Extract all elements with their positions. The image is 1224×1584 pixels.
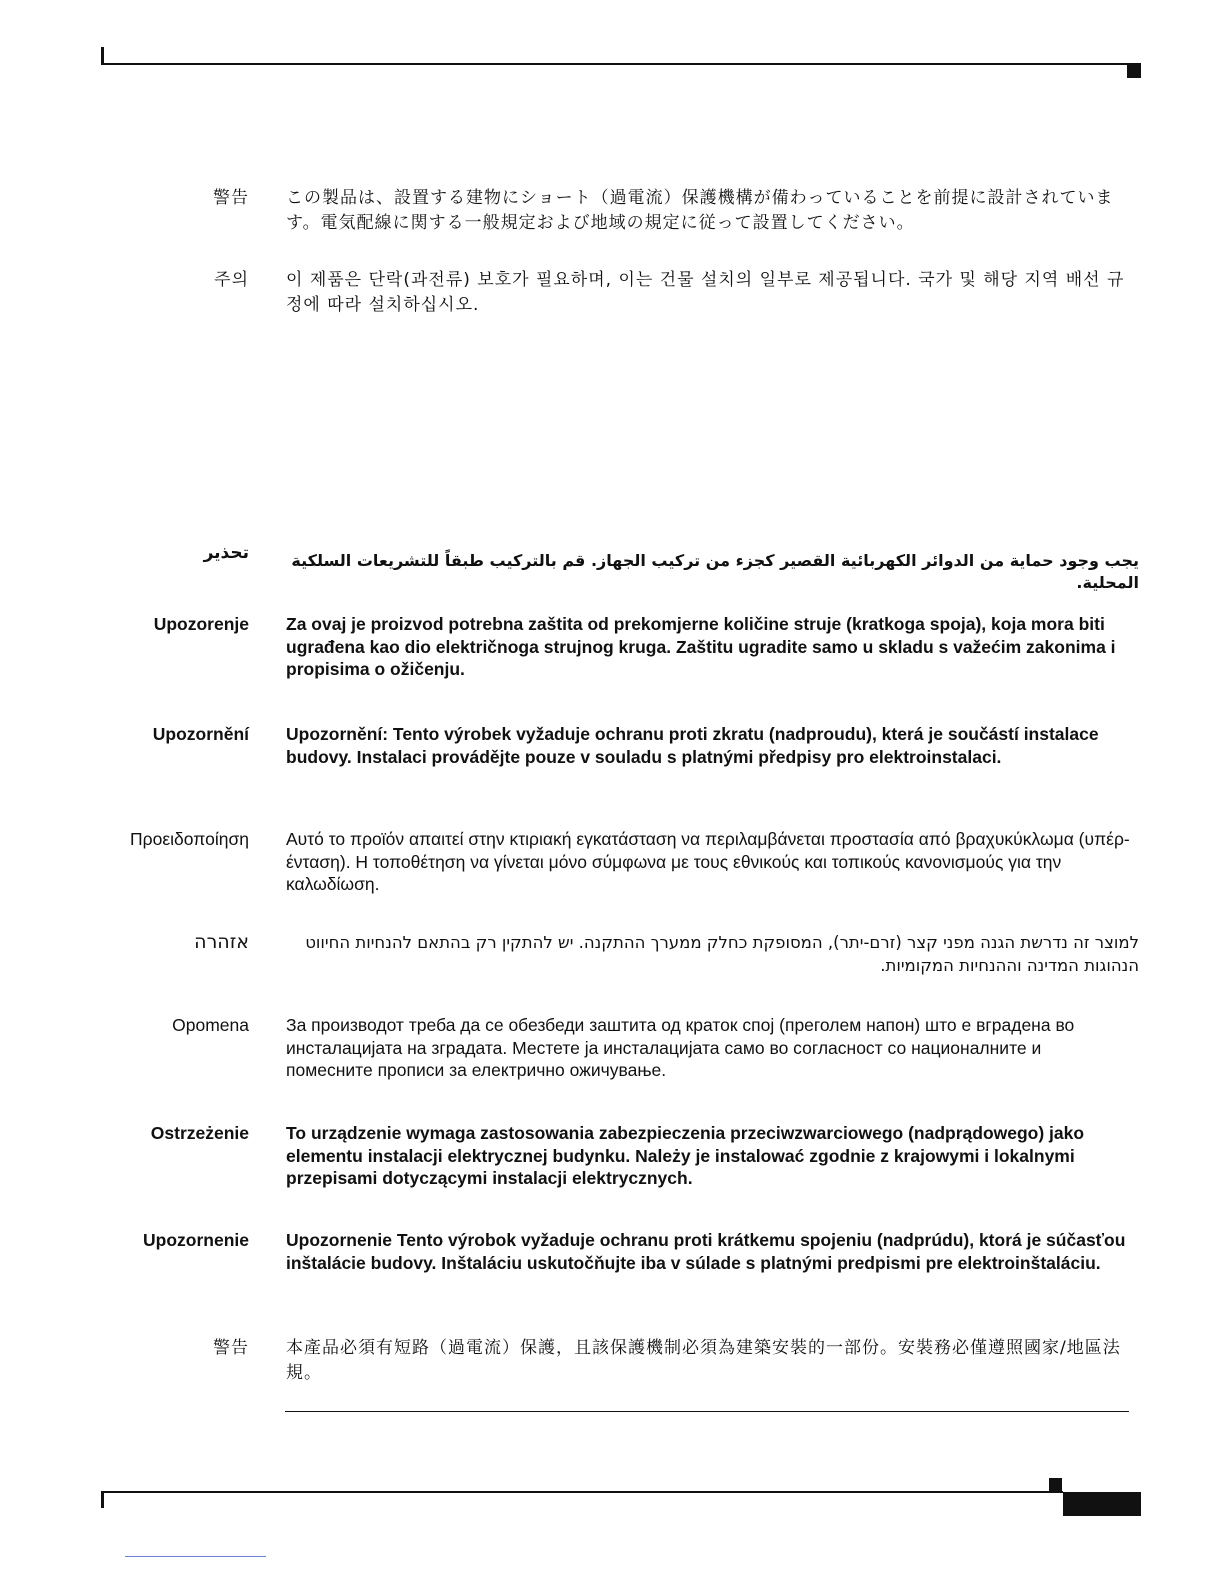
warning-text: この製品は、設置する建物にショート（過電流）保護機構が備わっていることを前提に設計されています。電気配線に関する一般規定および地域の規定に従って設置してください。 <box>286 188 1114 233</box>
warning-text: Upozornění: Tento výrobek vyžaduje ochranu proti zkratu (nadproudu), která je součástí instalace budovy. Instalaci provádějte pouze v souladu s platnými předpisy pro elektroinstalaci. <box>286 724 1099 767</box>
warning-label: Upozornění <box>152 724 249 744</box>
footer-left-tick <box>101 1492 104 1508</box>
warning-label: Upozornenie <box>143 1230 249 1250</box>
header-rule <box>101 63 1141 65</box>
warning-label: 警告 <box>213 1338 249 1358</box>
section-end-rule <box>285 1411 1129 1412</box>
warning-label: Προειδοποίηση <box>130 829 249 849</box>
warning-text: 本產品必須有短路（過電流）保護，且該保護機制必須為建築安裝的一部份。安裝務必僅遵照國家/地區法規。 <box>286 1338 1121 1383</box>
footer-rule <box>101 1491 1063 1493</box>
footer-link-underline <box>125 1556 266 1557</box>
warning-text: למוצר זה נדרשת הגנה מפני קצר (זרם-יתר), המסופקת כחלק ממערך ההתקנה. יש להתקין רק בהתאם להנחיות החיווט הנהוגות המדינה וההנחיות המקומיות. <box>305 933 1139 975</box>
warning-label: Upozorenje <box>153 614 249 634</box>
footer-corner-mark <box>1049 1478 1062 1491</box>
warning-text: Za ovaj je proizvod potrebna zaštita od prekomjerne količine struje (kratkoga spoja), koja mora biti ugrađena kao dio električnoga strujnog kruga. Zaštitu ugradite samo u skladu s važećim zakonima i propisima o ožičenju. <box>286 614 1116 679</box>
warning-text: يجب وجود حماية من الدوائر الكهربائية القصير كجزء من تركيب الجهاز. قم بالتركيب طبقاً للتشريعات السلكية المحلية. <box>291 551 1139 592</box>
header-corner-mark <box>1127 65 1141 78</box>
warning-text: Αυτό το προϊόν απαιτεί στην κτιριακή εγκατάσταση να περιλαμβάνεται προστασία από βραχυκύκλωμα (υπέρ-ένταση). Η τοποθέτηση να γίνεται μόνο σύμφωνα με τους εθνικούς και τοπικούς κανονισμούς για την καλωδίωση. <box>286 829 1130 894</box>
warning-text: 이 제품은 단락(과전류) 보호가 필요하며, 이는 건물 설치의 일부로 제공됩니다. 국가 및 해당 지역 배선 규정에 따라 설치하십시오. <box>286 270 1125 315</box>
warning-label: 주의 <box>214 270 249 290</box>
footer-page-block <box>1063 1492 1141 1516</box>
warning-text: To urządzenie wymaga zastosowania zabezpieczenia przeciwzwarciowego (nadprądowego) jako elementu instalacji elektrycznej budynku. Należy je instalować zgodnie z krajowymi i lokalnymi przepisami dotyczącymi instalacji elektrycznych. <box>286 1123 1085 1188</box>
warning-text: За производот треба да се обезбеди заштита од краток спој (преголем напон) што е вградена во инсталацијата на зградата. Местете ја инсталацијата само во согласност со националните и помесните прописи за електрично ожичување. <box>286 1015 1075 1080</box>
warning-text: Upozornenie Tento výrobok vyžaduje ochranu proti krátkemu spojeniu (nadprúdu), ktorá je súčasťou inštalácie budovy. Inštaláciu uskutočňujte iba v súlade s platnými predpismi pre elektroinštaláciu. <box>286 1230 1126 1273</box>
warning-label: Opomena <box>172 1015 249 1035</box>
warning-label: 警告 <box>213 188 249 208</box>
warning-label: Ostrzeżenie <box>150 1123 249 1143</box>
warning-label: تحذير <box>203 543 249 563</box>
warning-label: אזהרה <box>194 931 249 953</box>
